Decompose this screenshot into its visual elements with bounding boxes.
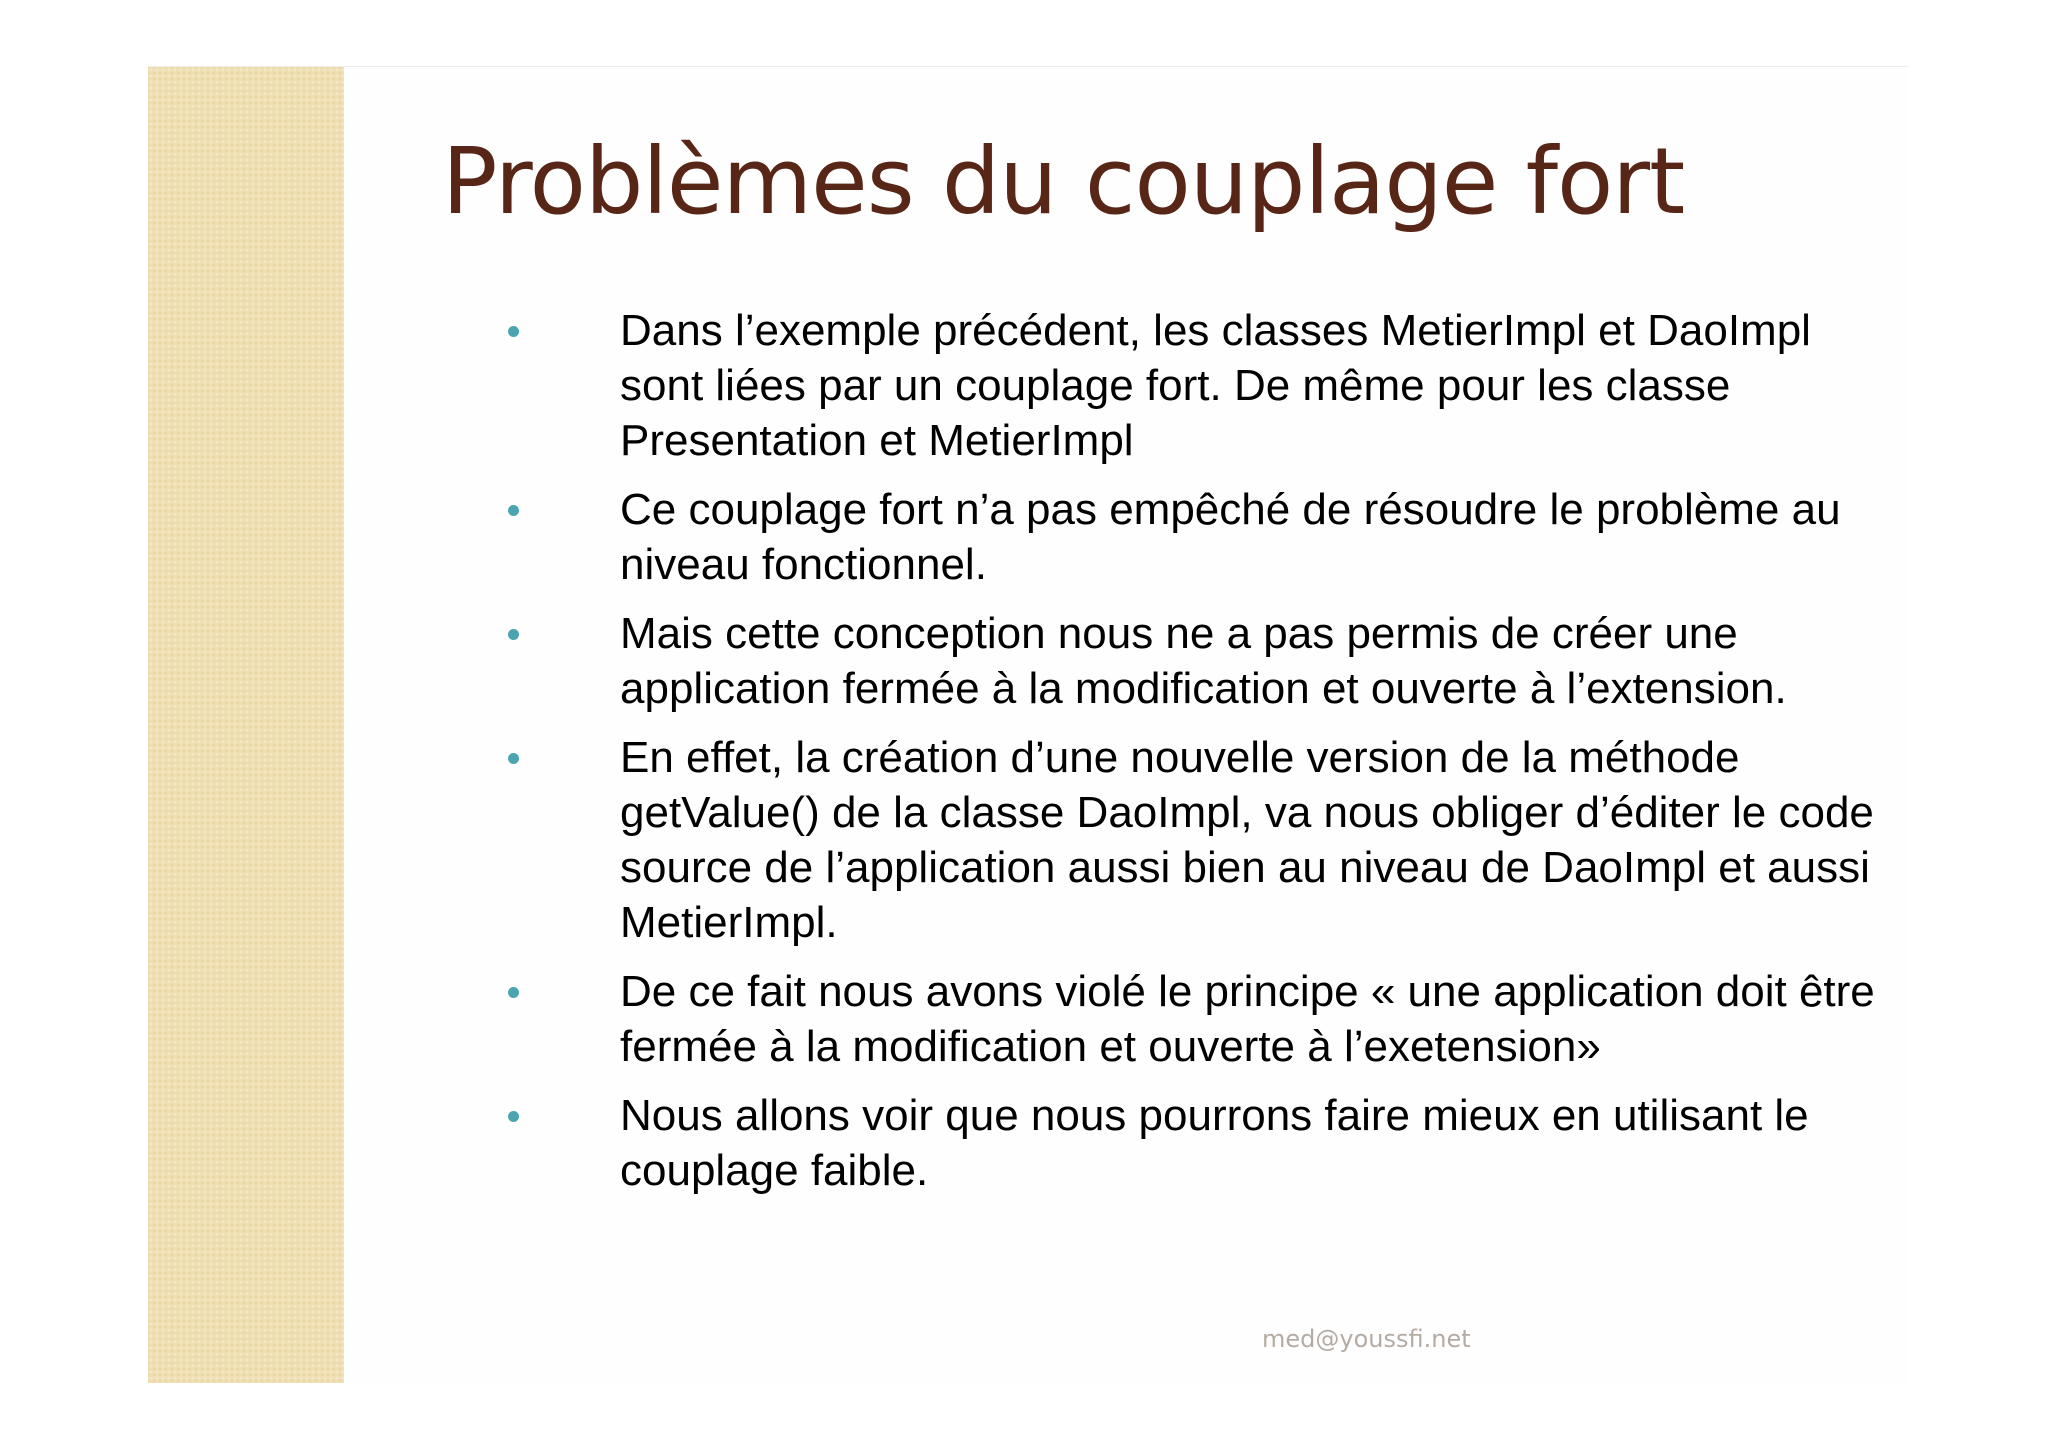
bullet-item bbox=[348, 606, 1898, 716]
bullet-list bbox=[348, 303, 1898, 1212]
bullet-text: Nous allons voir que nous pourrons faire mieux en utilisant le couplage faible. bbox=[620, 1091, 1809, 1195]
bullet-item bbox=[348, 964, 1898, 1074]
slide bbox=[148, 66, 1908, 1383]
bullet-dot-icon bbox=[348, 303, 558, 358]
bullet-text: Ce couplage fort n’a pas empêché de résoudre le problème au niveau fonctionnel. bbox=[620, 485, 1841, 589]
bullet-dot-icon bbox=[348, 482, 558, 537]
bullet-dot-icon bbox=[348, 606, 558, 661]
bullet-dot-icon bbox=[348, 1088, 558, 1143]
bullet-item bbox=[348, 730, 1898, 950]
decorative-side-band bbox=[148, 67, 344, 1383]
bullet-dot-icon bbox=[348, 964, 558, 1019]
footer-email: med@youssfi.net bbox=[1262, 1325, 1471, 1353]
bullet-text: En effet, la création d’une nouvelle version de la méthode getValue() de la classe DaoImpl, va nous obliger d’éditer le code source de l’application aussi bien au niveau de DaoImpl et aussi MetierImpl. bbox=[620, 733, 1874, 947]
slide-title: Problèmes du couplage fort bbox=[442, 128, 1685, 235]
bullet-item bbox=[348, 1088, 1898, 1198]
bullet-dot-icon bbox=[348, 730, 558, 785]
bullet-text: Dans l’exemple précédent, les classes MetierImpl et DaoImpl sont liées par un couplage fort. De même pour les classe Presentation et MetierImpl bbox=[620, 306, 1811, 465]
bullet-text: Mais cette conception nous ne a pas permis de créer une application fermée à la modification et ouverte à l’extension. bbox=[620, 609, 1787, 713]
bullet-text: De ce fait nous avons violé le principe « une application doit être fermée à la modification et ouverte à l’exetension» bbox=[620, 967, 1875, 1071]
bullet-item bbox=[348, 303, 1898, 468]
bullet-item bbox=[348, 482, 1898, 592]
